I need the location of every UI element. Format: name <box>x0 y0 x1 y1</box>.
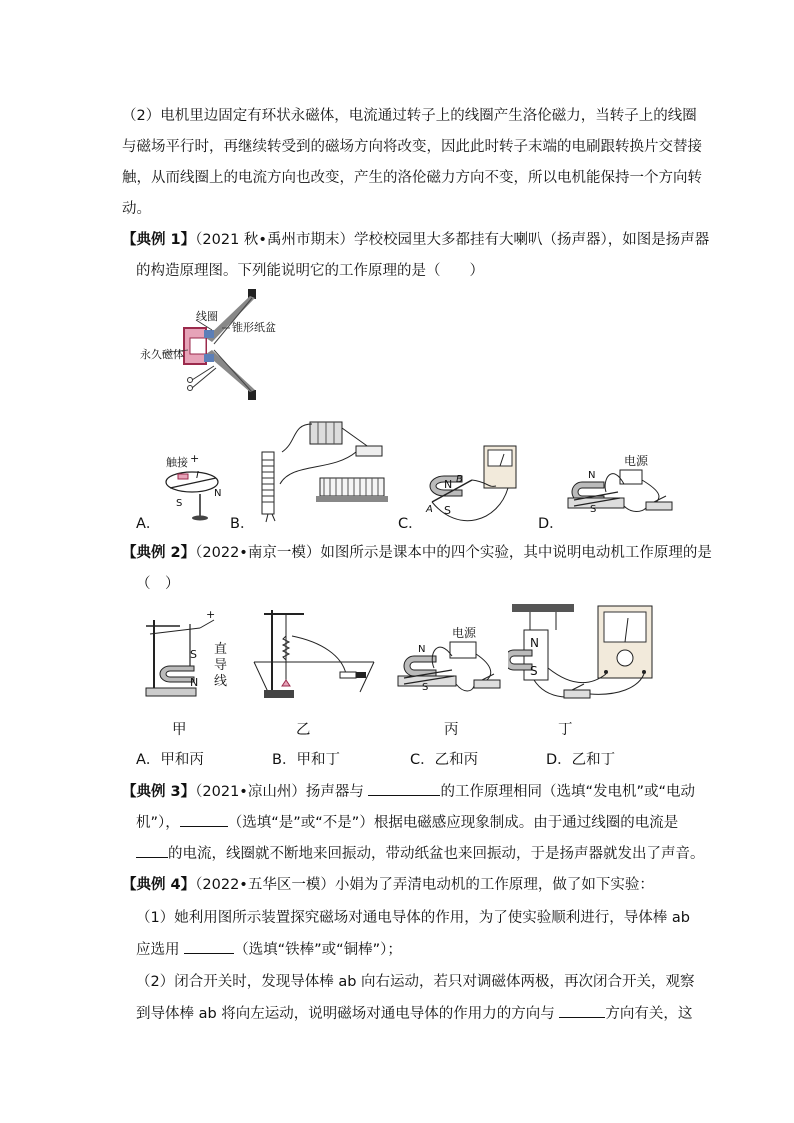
fig-yi <box>252 606 380 702</box>
ex2-line-1 <box>122 541 712 562</box>
fig-ding-svg <box>508 598 658 708</box>
ex2-choice-b[interactable]: B．甲和丁 <box>272 752 340 768</box>
jia-n: N <box>190 676 199 689</box>
option-c-label[interactable]: C． <box>398 516 423 532</box>
ex3-text-1a: （2021•凉山州）扬声器与 <box>195 784 369 800</box>
option-b-figure <box>252 412 402 524</box>
ex2-choice-d[interactable]: D．乙和丁 <box>546 752 616 768</box>
fig-ding <box>508 598 658 708</box>
ex3-tag: 【典例 3】 <box>122 784 196 800</box>
opt-c-n: N <box>444 478 453 491</box>
ex4-q1-text-2a: 应选用 <box>136 942 185 958</box>
ex3-text-2a: 机”）， <box>136 815 180 831</box>
ex4-blank-2[interactable] <box>559 1003 605 1018</box>
ex2-choice-a[interactable]: A．甲和丙 <box>136 752 204 768</box>
ding-s: S <box>530 664 538 678</box>
bing-power: 电源 <box>452 626 477 640</box>
label-cone: 锥形纸盆 <box>232 321 276 334</box>
option-c-figure <box>418 442 522 526</box>
ding-n: N <box>530 636 539 650</box>
ex2-choice-c[interactable]: C．乙和丙 <box>410 752 479 768</box>
ex3-blank-3[interactable] <box>136 843 168 858</box>
ex3-line-1 <box>122 780 695 801</box>
intro-line-3: 触，从而线圈上的电流方向也改变，产生的洛伦磁力方向不变，所以电机能保持一个方向转 <box>122 170 702 186</box>
ex1-line-2: 的构造原理图。下列能说明它的工作原理的是（ ） <box>136 263 484 279</box>
ex1-tag: 【典例 1】 <box>122 232 196 248</box>
ex4-tag: 【典例 4】 <box>122 877 196 893</box>
opt-c-s: S <box>444 504 451 517</box>
intro-line-4: 动。 <box>122 201 151 217</box>
bing-n: N <box>418 644 426 655</box>
opt-d-n: N <box>588 470 596 481</box>
opt-a-i: I <box>196 470 199 481</box>
ex4-q2-line-1: （2）闭合开关时，发现导体棒 ab 向右运动，若只对调磁体两极，再次闭合开关，观察 <box>136 974 695 990</box>
opt-c-b: B <box>456 474 463 485</box>
ex4-q2-text-2a: 到导体棒 ab 将向左运动，说明磁场对通电导体的作用力的方向与 <box>136 1006 560 1022</box>
bing-s: S <box>422 682 429 693</box>
ex4-text-1: （2022•五华区一模）小娟为了弄清电动机的工作原理，做了如下实验： <box>195 877 654 893</box>
option-a-label[interactable]: A． <box>136 516 161 532</box>
opt-a-s: S <box>176 498 183 509</box>
opt-a-plus: + <box>190 452 200 465</box>
ex3-text-2b: （选填“是”或“不是”）根据电磁感应现象制成。由于通过线圈的电流是 <box>227 815 679 831</box>
jia-s: S <box>190 648 197 661</box>
label-coil: 线圈 <box>196 310 218 323</box>
ex3-line-2 <box>136 811 678 832</box>
ex2-line-2: （ ） <box>136 576 180 592</box>
ex3-text-3: 的电流，线圈就不断地来回振动，带动纸盆也来回振动，于是扬声器就发出了声音。 <box>168 846 705 862</box>
opt-d-s: S <box>590 504 597 515</box>
fig-bing-svg <box>394 626 506 706</box>
ex3-blank-2[interactable] <box>180 812 228 827</box>
opt-d-power: 电源 <box>624 454 649 468</box>
ex4-q2-line-2 <box>136 1002 692 1023</box>
option-b-label[interactable]: B． <box>230 516 255 532</box>
ex4-q1-text-2b: （选填“铁棒”或“铜棒”）； <box>234 942 402 958</box>
ex4-blank-1[interactable] <box>184 939 234 954</box>
intro-line-2: 与磁场平行时，再继续转受到的磁场方向将改变，因此此时转子末端的电刷跟转换片交替接 <box>122 139 702 155</box>
option-c-svg <box>418 442 522 526</box>
ex2-tag: 【典例 2】 <box>122 545 196 561</box>
ex3-text-1b: 的工作原理相同（选填“发电机”或“电动 <box>440 784 695 800</box>
ex3-line-3 <box>136 842 705 863</box>
option-d-svg <box>562 452 682 526</box>
fig-yi-svg <box>252 606 380 702</box>
speaker-diagram <box>134 286 284 406</box>
option-d-figure <box>562 452 682 526</box>
ex1-line-1 <box>122 228 709 249</box>
ex4-q2-text-2b: 方向有关，这 <box>605 1006 693 1022</box>
ex3-blank-1[interactable] <box>368 781 440 796</box>
fig-jia-name: 甲 <box>172 722 187 738</box>
ex4-line-1 <box>122 873 654 894</box>
fig-bing <box>394 626 506 706</box>
fig-ding-name: 丁 <box>558 722 573 738</box>
option-b-svg <box>252 412 402 524</box>
jia-plus: + <box>206 608 216 621</box>
opt-a-n: N <box>214 488 222 499</box>
jia-wire: 直导线 <box>214 642 228 689</box>
option-a-figure <box>160 452 230 524</box>
opt-c-a: A <box>426 504 433 515</box>
fig-bing-name: 丙 <box>444 722 459 738</box>
option-d-label[interactable]: D． <box>538 516 564 532</box>
ex4-q1-line-1: （1）她利用图所示装置探究磁场对通电导体的作用，为了使实验顺利进行，导体棒 ab <box>136 910 690 926</box>
label-magnet: 永久磁体 <box>140 348 184 361</box>
ex4-q1-line-2 <box>136 938 402 959</box>
ex2-text-1: （2022•南京一模）如图所示是课本中的四个实验，其中说明电动机工作原理的是 <box>195 545 712 561</box>
intro-line-1: （2）电机里边固定有环状永磁体，电流通过转子上的线圈产生洛伦磁力，当转子上的线圈 <box>122 108 697 124</box>
ex1-text-1: （2021 秋•禹州市期末）学校校园里大多都挂有大喇叭（扬声器），如图是扬声器 <box>195 232 710 248</box>
fig-yi-name: 乙 <box>296 722 311 738</box>
opt-a-touch: 触接 <box>166 456 188 469</box>
fig-jia <box>140 608 240 702</box>
